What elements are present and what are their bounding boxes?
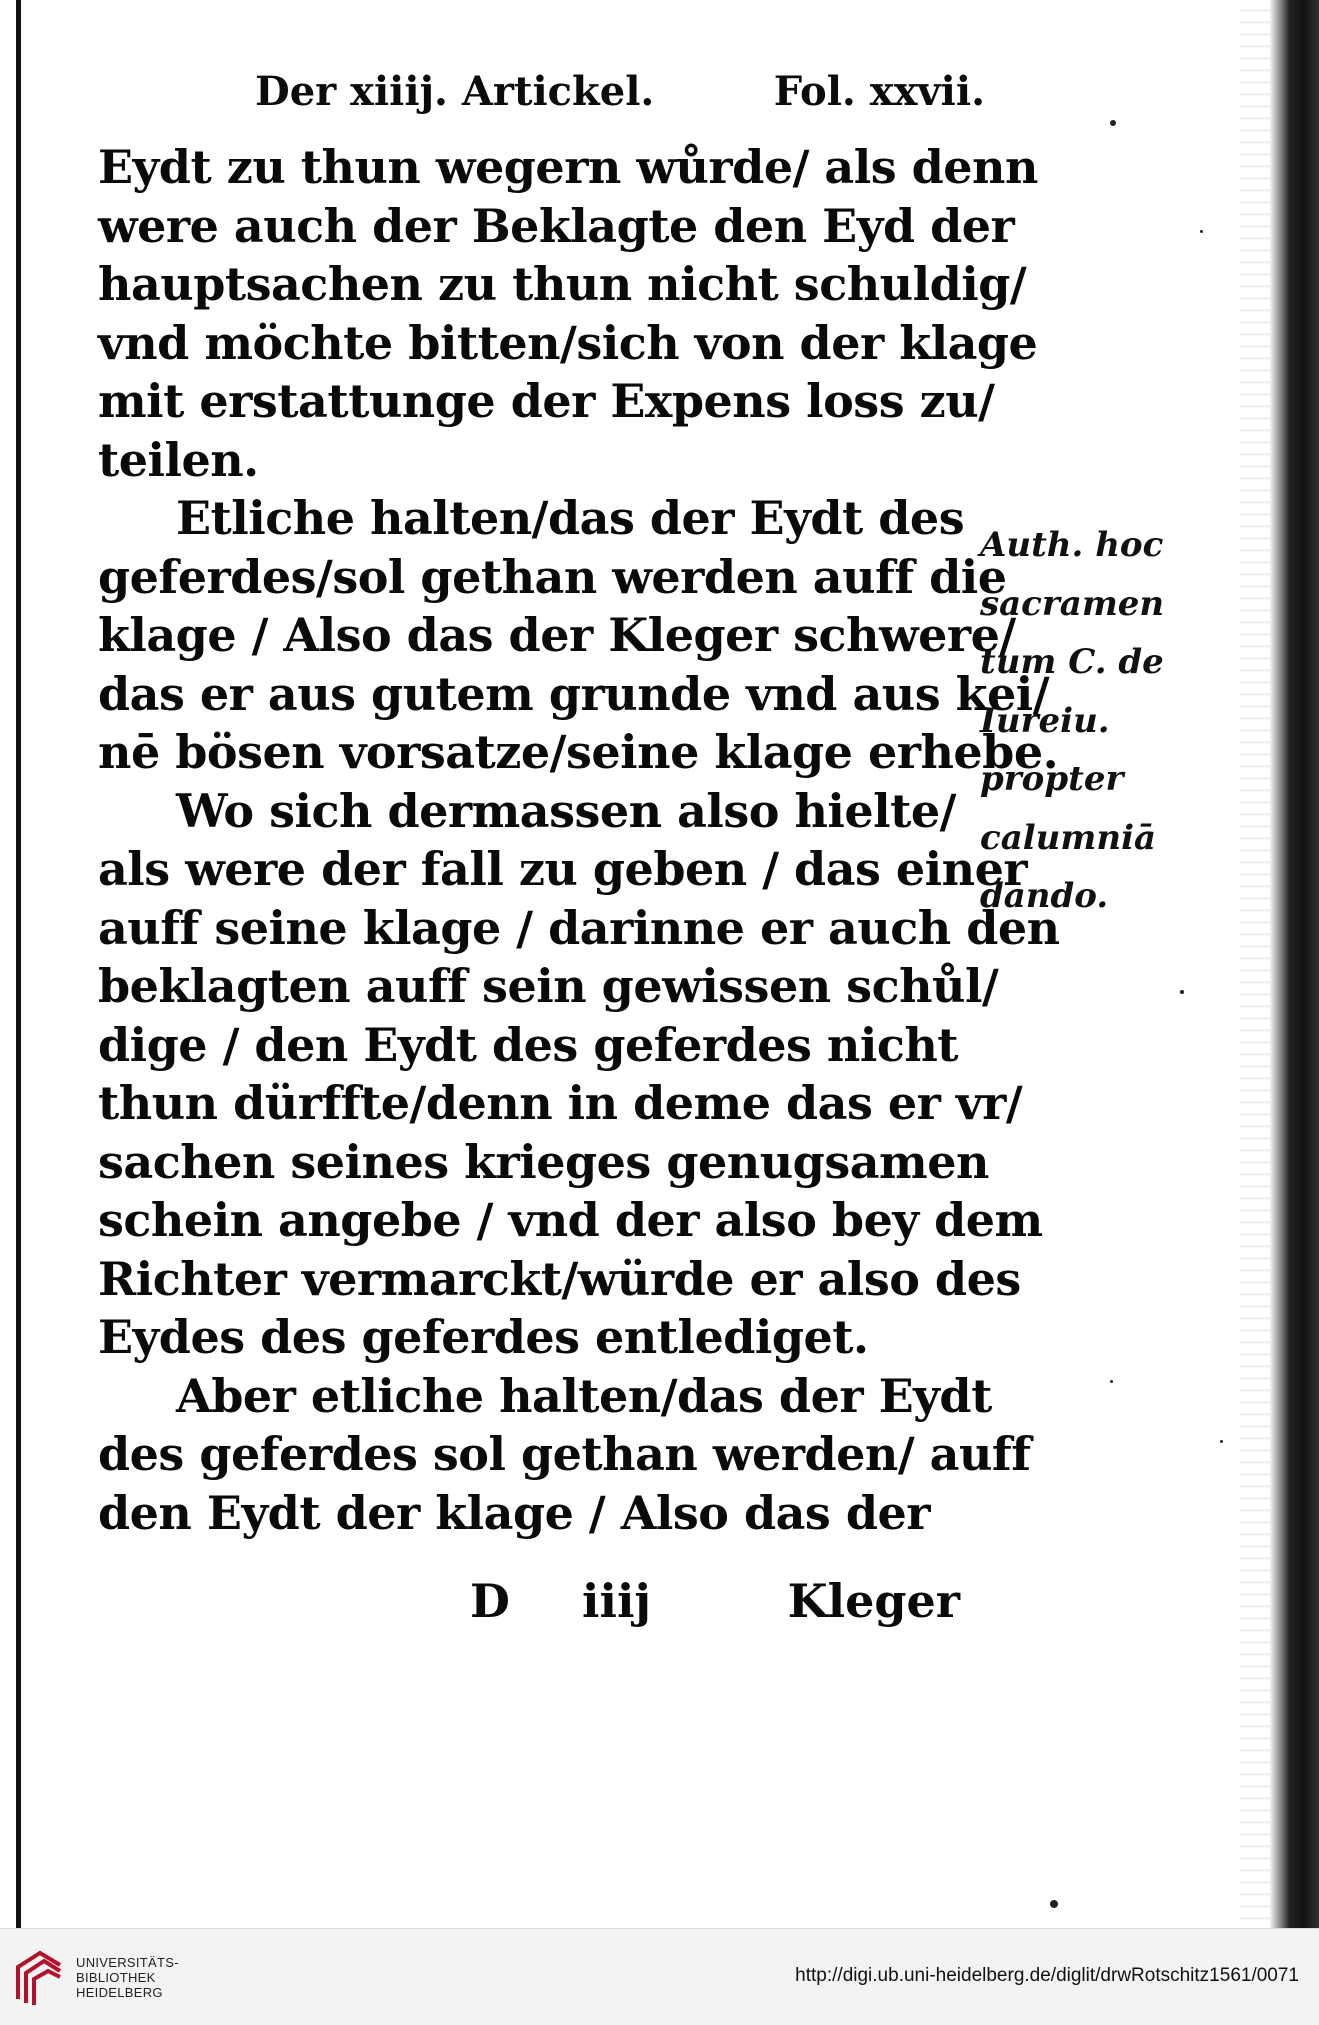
ink-speck	[1110, 120, 1116, 126]
library-name-line: HEIDELBERG	[76, 1985, 163, 2000]
text-line: Richter vermarckt/würde er also des	[98, 1251, 1021, 1306]
text-line: were auch der Beklagte den Eyd der	[98, 198, 1015, 253]
folio-label: Fol. xxvii.	[773, 68, 985, 115]
marginal-citation-line: Auth. hoc	[980, 525, 1164, 565]
gutter-shadow	[1240, 0, 1272, 1928]
footer-bar	[0, 1928, 1319, 2025]
marginal-citation-line: Iureiu.	[980, 700, 1110, 741]
signature-mark: D	[470, 1574, 510, 1628]
marginal-citation-line: sacramen	[980, 583, 1165, 624]
university-library-logo-icon	[14, 1947, 64, 2007]
page-left-edge	[16, 0, 21, 1928]
library-name-line: UNIVERSITÄTS-	[76, 1955, 179, 1970]
text-line: des geferdes sol gethan werden/ auff	[98, 1427, 1031, 1481]
catchword: Kleger	[787, 1574, 960, 1628]
source-url-link[interactable]: http://digi.ub.uni-heidelberg.de/diglit/drwRotschitz1561/0071	[795, 1965, 1299, 1986]
text-line: den Eydt der klage / Also das der	[98, 1485, 931, 1540]
marginal-citation-line: calumniā	[980, 817, 1157, 858]
text-line: das er aus gutem grunde vnd aus kei/	[98, 666, 1050, 721]
text-line: auff seine klage / darinne er auch den	[98, 900, 1060, 955]
marginal-citation-line: dando.	[980, 876, 1109, 916]
ink-speck	[1180, 990, 1184, 994]
text-line: dige / den Eydt des geferdes nicht	[98, 1017, 959, 1072]
book-binding-edge	[1270, 0, 1319, 1928]
chapter-title: Der xiiij. Artickel.	[255, 68, 655, 115]
text-line: Eydes des geferdes entlediget.	[98, 1310, 869, 1364]
ink-speck	[1050, 1900, 1058, 1908]
marginal-citation-line: tum C. de	[980, 642, 1164, 682]
text-line: klage / Also das der Kleger schwere/	[98, 608, 1016, 662]
text-line: hauptsachen zu thun nicht schuldig/	[98, 257, 1027, 311]
text-line: Wo sich dermassen also hielte/	[176, 783, 956, 838]
text-line: teilen.	[98, 432, 259, 487]
library-name	[76, 1955, 179, 2000]
marginal-citation	[980, 516, 1165, 926]
ink-speck	[1110, 1380, 1113, 1383]
text-line: Aber etliche halten/das der Eydt	[176, 1368, 992, 1423]
text-line: sachen seines krieges genugsamen	[98, 1134, 989, 1189]
running-header	[255, 68, 985, 128]
text-line: Eydt zu thun wegern wůrde/ als denn	[98, 140, 1038, 194]
page-signature-line	[470, 1574, 960, 1634]
signature-number: iiij	[582, 1574, 652, 1628]
text-line: beklagten auff sein gewissen schůl/	[98, 959, 999, 1013]
text-line: thun dürffte/denn in deme das er vr/	[98, 1076, 1023, 1130]
ink-speck	[1200, 230, 1203, 233]
text-line: vnd möchte bitten/sich von der klage	[98, 315, 1038, 370]
text-line: Etliche halten/das der Eydt des	[176, 491, 965, 545]
ink-speck	[1220, 1440, 1223, 1443]
marginal-citation-line: propter	[980, 759, 1124, 799]
library-name-line: BIBLIOTHEK	[76, 1970, 156, 1985]
text-line: schein angebe / vnd der also bey dem	[98, 1193, 1043, 1247]
text-line: als were der fall zu geben / das einer	[98, 842, 1028, 896]
text-line: nē bösen vorsatze/seine klage erhebe.	[98, 725, 1059, 779]
text-line: mit erstattunge der Expens loss zu/	[98, 374, 995, 428]
text-line: geferdes/sol gethan werden auff die	[98, 549, 1007, 604]
